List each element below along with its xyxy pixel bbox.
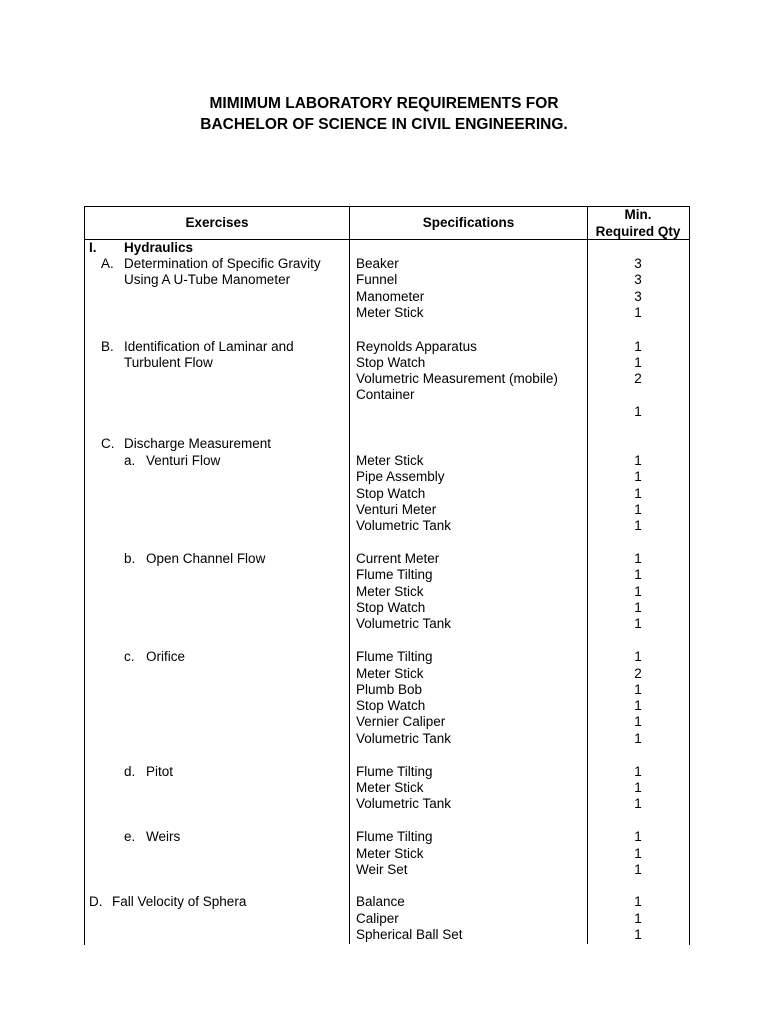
spec-item: Balance <box>356 894 405 909</box>
spec-item: Volumetric Tank <box>356 518 452 533</box>
header-specifications: Specifications <box>422 215 515 230</box>
spec-item: Meter Stick <box>356 305 424 320</box>
qty-value: 1 <box>634 714 642 729</box>
qty-value: 1 <box>634 829 642 844</box>
spec-item: Meter Stick <box>356 846 424 861</box>
spec-item: Reynolds Apparatus <box>356 339 477 354</box>
qty-value: 1 <box>634 796 642 811</box>
sub-exercise-letter: c. <box>124 649 135 664</box>
header-qty-line-2: Required Qty <box>595 224 681 239</box>
spec-item: Meter Stick <box>356 666 424 681</box>
spec-item: Caliper <box>356 911 399 926</box>
spec-item: Weir Set <box>356 862 408 877</box>
spec-item: Beaker <box>356 256 399 271</box>
qty-value: 1 <box>634 682 642 697</box>
spec-item: Meter Stick <box>356 780 424 795</box>
spec-item: Stop Watch <box>356 486 426 501</box>
sub-exercise-title: Pitot <box>146 764 174 779</box>
sub-exercise-title: Weirs <box>146 829 181 844</box>
qty-value: 2 <box>634 371 642 386</box>
sub-exercise-letter: a. <box>124 453 136 468</box>
qty-value: 1 <box>634 649 642 664</box>
spec-item: Container <box>356 387 415 402</box>
exercise-title: Discharge Measurement <box>124 436 272 451</box>
qty-value: 1 <box>634 911 642 926</box>
exercise-title-line-1: Determination of Specific Gravity <box>124 256 321 271</box>
spec-item: Volumetric Tank <box>356 796 452 811</box>
spec-item: Volumetric Tank <box>356 616 452 631</box>
spec-item: Stop Watch <box>356 600 426 615</box>
qty-value: 1 <box>634 551 642 566</box>
qty-value: 2 <box>634 666 642 681</box>
spec-item: Vernier Caliper <box>356 714 446 729</box>
spec-item: Volumetric Measurement (mobile) <box>356 371 558 386</box>
spec-item: Pipe Assembly <box>356 469 445 484</box>
section-number: I. <box>89 240 97 255</box>
qty-value: 1 <box>634 339 642 354</box>
qty-value: 1 <box>634 584 642 599</box>
qty-value: 1 <box>634 731 642 746</box>
qty-value: 1 <box>634 862 642 877</box>
sub-exercise-title: Venturi Flow <box>146 453 221 468</box>
qty-value: 1 <box>634 927 642 942</box>
spec-item: Stop Watch <box>356 698 426 713</box>
qty-value: 1 <box>634 486 642 501</box>
sub-exercise-letter: b. <box>124 551 136 566</box>
spec-item: Flume Tilting <box>356 829 433 844</box>
exercise-letter: D. <box>89 894 103 909</box>
exercise-title: Fall Velocity of Sphera <box>112 894 247 909</box>
qty-value: 1 <box>634 502 642 517</box>
document-title-line-1: MIMIMUM LABORATORY REQUIREMENTS FOR <box>209 95 559 112</box>
qty-value: 1 <box>634 469 642 484</box>
qty-value: 1 <box>634 894 642 909</box>
exercise-letter: B. <box>101 339 114 354</box>
spec-item: Spherical Ball Set <box>356 927 463 942</box>
exercise-letter: A. <box>101 256 114 271</box>
qty-value: 1 <box>634 355 642 370</box>
exercise-title-line-2: Using A U-Tube Manometer <box>124 272 291 287</box>
spec-item: Stop Watch <box>356 355 426 370</box>
header-exercises: Exercises <box>185 215 249 230</box>
document-title-line-2: BACHELOR OF SCIENCE IN CIVIL ENGINEERING. <box>200 116 568 133</box>
qty-value: 1 <box>634 616 642 631</box>
spec-item: Meter Stick <box>356 584 424 599</box>
spec-item: Meter Stick <box>356 453 424 468</box>
spec-item: Flume Tilting <box>356 764 433 779</box>
exercise-title-line-1: Identification of Laminar and <box>124 339 294 354</box>
spec-item: Current Meter <box>356 551 440 566</box>
sub-exercise-letter: e. <box>124 829 136 844</box>
qty-value: 1 <box>634 780 642 795</box>
qty-value: 3 <box>634 272 642 287</box>
qty-value: 1 <box>634 764 642 779</box>
qty-value: 1 <box>634 698 642 713</box>
spec-item: Volumetric Tank <box>356 731 452 746</box>
spec-item: Manometer <box>356 289 425 304</box>
qty-value: 1 <box>634 453 642 468</box>
qty-value: 3 <box>634 289 642 304</box>
exercise-letter: C. <box>101 436 115 451</box>
qty-value: 1 <box>634 846 642 861</box>
spec-item: Plumb Bob <box>356 682 423 697</box>
qty-value: 1 <box>634 305 642 320</box>
column-divider-1 <box>349 206 350 944</box>
sub-exercise-title: Open Channel Flow <box>146 551 266 566</box>
sub-exercise-letter: d. <box>124 764 136 779</box>
qty-value: 3 <box>634 256 642 271</box>
qty-value: 1 <box>634 600 642 615</box>
qty-value: 1 <box>634 518 642 533</box>
section-name: Hydraulics <box>124 240 194 255</box>
spec-item: Flume Tilting <box>356 567 433 582</box>
spec-item: Funnel <box>356 272 398 287</box>
spec-item: Flume Tilting <box>356 649 433 664</box>
exercise-title-line-2: Turbulent Flow <box>124 355 213 370</box>
qty-value: 1 <box>634 567 642 582</box>
qty-value: 1 <box>634 404 642 419</box>
sub-exercise-title: Orifice <box>146 649 186 664</box>
spec-item: Venturi Meter <box>356 502 437 517</box>
header-qty-line-1: Min. <box>624 207 652 222</box>
